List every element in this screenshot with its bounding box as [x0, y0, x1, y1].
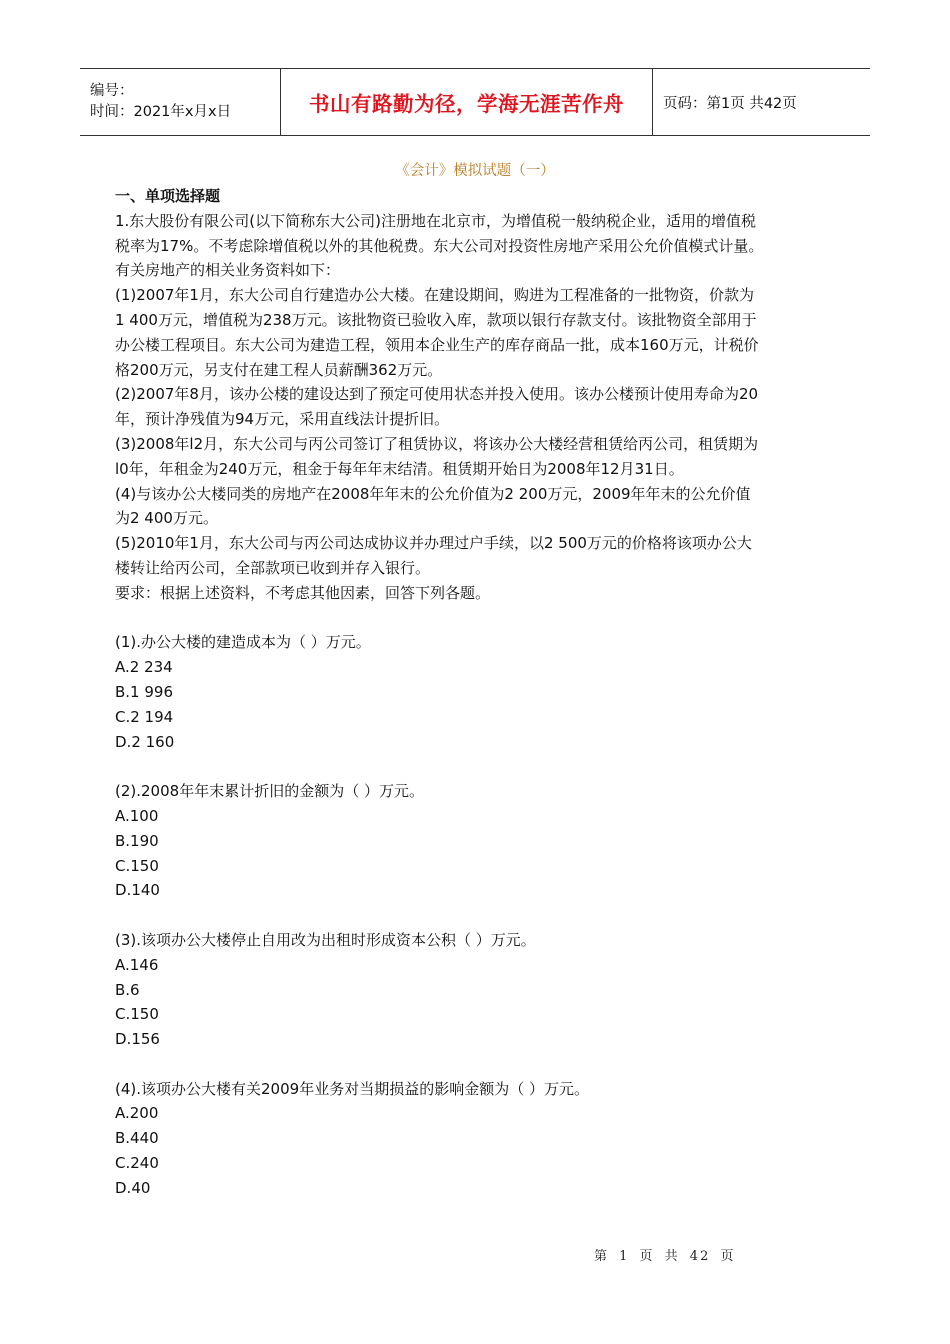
header-meta	[80, 69, 281, 135]
paragraph-line: (1)2007年1月，东大公司自行建造办公大楼。在建设期间，购进为工程准备的一批物资，价款为	[115, 286, 754, 305]
paragraph-line: 年，预计净残值为94万元，采用直线法计提折旧。	[115, 410, 450, 429]
question-option: A.200	[115, 1104, 159, 1123]
question-option: A.100	[115, 806, 159, 825]
paragraph-line: (3)2008年l2月，东大公司与丙公司签订了租赁协议，将该办公大楼经营租赁给丙公司，租赁期为	[115, 434, 759, 453]
question-option: A.2 234	[115, 658, 173, 677]
question-option: D.2 160	[115, 732, 175, 751]
question-2	[115, 779, 843, 903]
paragraph-line: 办公楼工程项目。东大公司为建造工程，领用本企业生产的库存商品一批，成本160万元，计税价	[115, 335, 759, 354]
question-option: B.1 996	[115, 682, 174, 701]
header-page-info: 页码：第1页 共42页	[663, 95, 797, 112]
paragraph-line: 为2 400万元。	[115, 509, 218, 528]
question-1	[115, 630, 843, 754]
question-option: B.440	[115, 1129, 159, 1148]
question-4	[115, 1077, 843, 1201]
question-option: B.190	[115, 831, 159, 850]
question-option: B.6	[115, 980, 140, 999]
question-stem: (1).办公大楼的建造成本为（ ）万元。	[115, 633, 371, 652]
paragraph-line: (5)2010年1月，东大公司与丙公司达成协议并办理过户手续，以2 500万元的价格将该项办公大	[115, 534, 752, 553]
paragraph-line: 要求：根据上述资料，不考虑其他因素，回答下列各题。	[115, 583, 491, 602]
question-option: D.40	[115, 1178, 151, 1197]
paragraph-line: 楼转让给丙公司，全部款项已收到并存入银行。	[115, 558, 431, 577]
question-stem: (4).该项办公大楼有关2009年业务对当期损益的影响金额为（ ）万元。	[115, 1079, 589, 1098]
paragraph-line: 1.东大股份有限公司(以下简称东大公司)注册地在北京市，为增值税一般纳税企业，适用的增值税	[115, 211, 757, 230]
document-number-label: 编号：	[90, 83, 134, 99]
header-motto: 书山有路勤为径，学海无涯苦作舟	[281, 69, 653, 135]
spacer	[115, 606, 843, 631]
spacer	[115, 754, 843, 779]
document-body	[115, 184, 843, 1201]
question-stem: (2).2008年年末累计折旧的金额为（ ）万元。	[115, 782, 424, 801]
section-title: 一、单项选择题	[115, 187, 221, 205]
question-3	[115, 928, 843, 1052]
paragraph-line: 有关房地产的相关业务资料如下：	[115, 261, 341, 280]
paragraph-line: l0年，年租金为240万元，租金于每年年末结清。租赁期开始日为2008年12月31日。	[115, 459, 684, 478]
document-title: 《会计》模拟试题（一）	[395, 163, 555, 179]
question-option: A.146	[115, 955, 159, 974]
document-date: 时间：2021年x月x日	[90, 104, 232, 120]
question-option: C.2 194	[115, 707, 174, 726]
question-option: C.240	[115, 1154, 159, 1173]
paragraph-line: 税率为17%。不考虑除增值税以外的其他税费。东大公司对投资性房地产采用公允价值模式计量。	[115, 236, 764, 255]
header-table	[80, 68, 870, 136]
spacer	[115, 903, 843, 928]
case-description	[115, 209, 843, 606]
question-option: D.140	[115, 881, 160, 900]
question-option: D.156	[115, 1030, 160, 1049]
paragraph-line: 格200万元，另支付在建工程人员薪酬362万元。	[115, 360, 443, 379]
paragraph-line: 1 400万元，增值税为238万元。该批物资已验收入库，款项以银行存款支付。该批物资全部用于	[115, 310, 757, 329]
page-footer: 第 1 页 共 42 页	[594, 1249, 736, 1264]
paragraph-line: (2)2007年8月，该办公楼的建设达到了预定可使用状态并投入使用。该办公楼预计使用寿命为20	[115, 385, 759, 404]
question-option: C.150	[115, 856, 159, 875]
question-stem: (3).该项办公大楼停止自用改为出租时形成资本公积（ ）万元。	[115, 930, 536, 949]
question-option: C.150	[115, 1005, 159, 1024]
paragraph-line: (4)与该办公大楼同类的房地产在2008年年末的公允价值为2 200万元，2009年年末的公允价值	[115, 484, 751, 503]
spacer	[115, 1052, 843, 1077]
